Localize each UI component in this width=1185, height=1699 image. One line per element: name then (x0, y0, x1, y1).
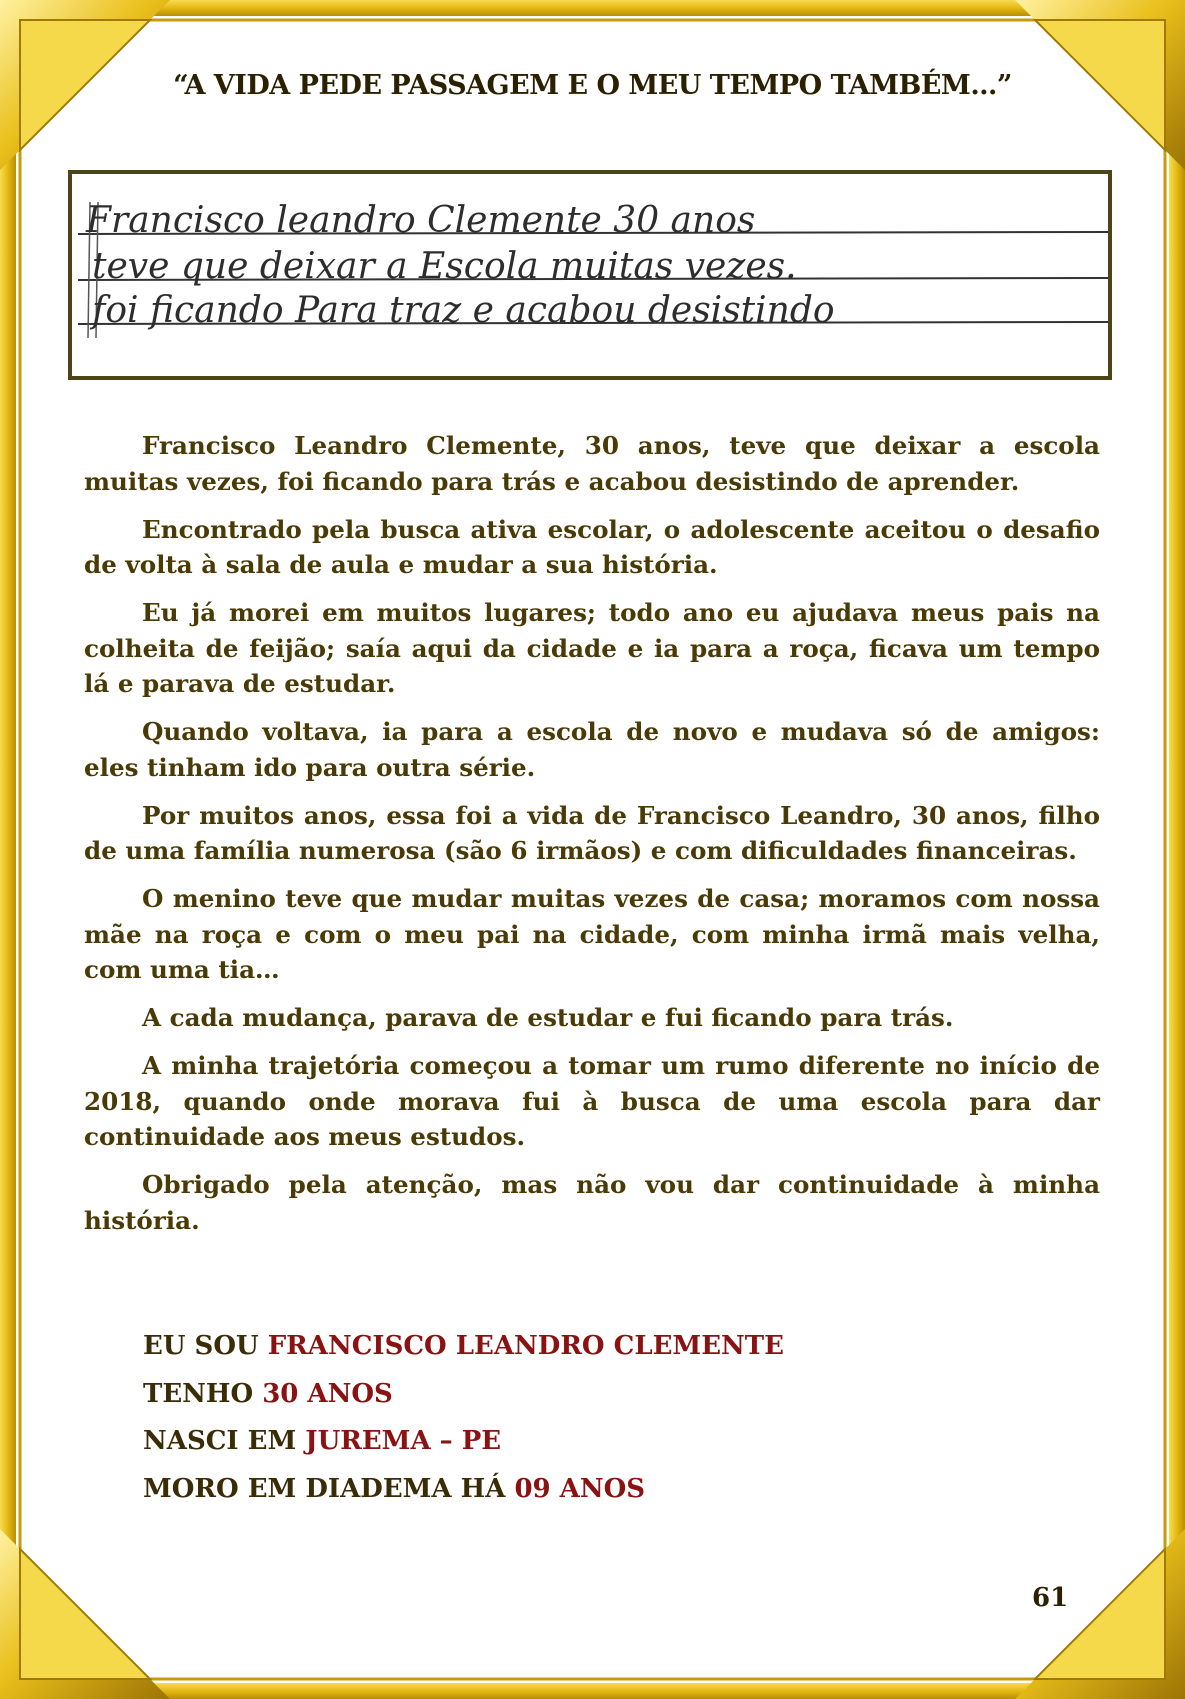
fact-age: TENHO 30 ANOS (143, 1378, 393, 1409)
handwriting-line-2: teve que deixar a Escola muitas vezes. (92, 246, 797, 287)
fact-value: JUREMA – PE (305, 1426, 502, 1456)
fact-value: FRANCISCO LEANDRO CLEMENTE (267, 1331, 784, 1361)
paragraph: A minha trajetória começou a tomar um rumo diferente no início de 2018, quando onde morava fui à busca de uma escola para dar continuidade aos meus estudos. (84, 1051, 1100, 1151)
page-title: “A VIDA PEDE PASSAGEM E O MEU TEMPO TAMBÉM…” (173, 70, 1012, 101)
fact-residence: MORO EM DIADEMA HÁ 09 ANOS (143, 1473, 646, 1504)
author-facts (143, 1323, 784, 1513)
paragraph: O menino teve que mudar muitas vezes de casa; moramos com nossa mãe na roça e com o meu pai na cidade, com minha irmã mais velha, com uma tia… (84, 884, 1100, 984)
fact-birthplace: NASCI EM JUREMA – PE (143, 1426, 502, 1456)
paragraph: Quando voltava, ia para a escola de novo e mudava só de amigos: eles tinham ido para outra série. (84, 717, 1100, 782)
paragraph: Encontrado pela busca ativa escolar, o adolescente aceitou o desafio de volta à sala de aula e mudar a sua história. (84, 514, 1100, 579)
fact-name: EU SOU FRANCISCO LEANDRO CLEMENTE (143, 1331, 784, 1361)
story-body (84, 428, 1100, 1251)
paragraph: Obrigado pela atenção, mas não vou dar continuidade à minha história. (84, 1170, 1100, 1235)
fact-value: 09 ANOS (514, 1473, 646, 1504)
paragraph: A cada mudança, parava de estudar e fui ficando para trás. (142, 1003, 954, 1032)
page-number: 61 (1032, 1583, 1069, 1613)
paragraph: Por muitos anos, essa foi a vida de Francisco Leandro, 30 anos, filho de uma família numerosa (são 6 irmãos) e com dificuldades financeiras. (84, 800, 1100, 865)
fact-value: 30 ANOS (262, 1378, 393, 1409)
handwriting-image (68, 170, 1112, 380)
handwriting-line-1: Francisco leandro Clemente 30 anos (86, 200, 756, 241)
paragraph: Eu já morei em muitos lugares; todo ano eu ajudava meus pais na colheita de feijão; saía aqui da cidade e ia para a roça, ficava um tempo lá e parava de estudar. (84, 598, 1100, 698)
handwriting-line-3: foi ficando Para traz e acabou desistindo (92, 290, 835, 331)
paragraph: Francisco Leandro Clemente, 30 anos, teve que deixar a escola muitas vezes, foi ficando para trás e acabou desistindo de aprender. (84, 431, 1100, 496)
